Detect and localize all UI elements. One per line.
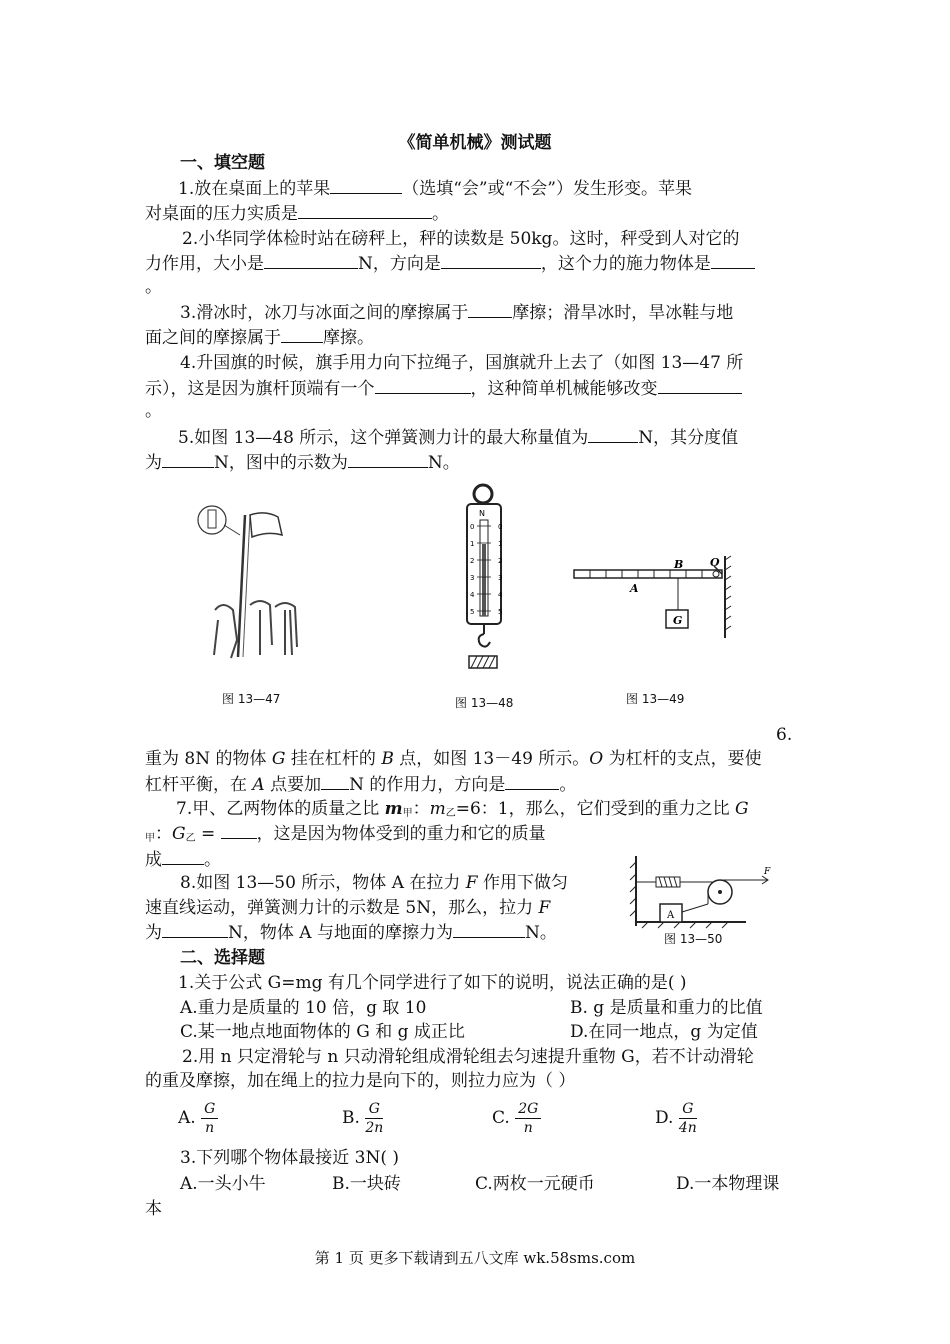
- c3-option-d[interactable]: D.一本物理课: [676, 1174, 780, 1194]
- scale-tick-label: 2: [470, 557, 475, 565]
- lever-label-A: A: [630, 582, 639, 595]
- caption-13-50: 图 13—50: [664, 932, 723, 946]
- q7-line3: 成 。: [145, 850, 221, 870]
- section-multiple-choice: 二、选择题: [180, 948, 265, 968]
- q8-line1: 8.如图 13—50 所示，物体 A 在拉力 F 作用下做匀: [180, 873, 568, 893]
- q3-blank2[interactable]: [281, 326, 323, 343]
- pulley-label-F: F: [764, 867, 771, 877]
- c2-option-d[interactable]: D. $\frac{G}{4n}$: [655, 1101, 697, 1136]
- page-title: 《简单机械》测试题: [398, 133, 552, 153]
- scale-tick-label: 0: [470, 523, 475, 531]
- c2-line2: 的重及摩擦，加在绳上的拉力是向下的，则拉力应为（ ）: [145, 1071, 576, 1091]
- c1-option-d[interactable]: D.在同一地点，g 为定值: [570, 1022, 758, 1042]
- lever-label-G: G: [673, 614, 683, 627]
- lever-label-B: B: [674, 558, 684, 571]
- q4-blank2[interactable]: [658, 377, 742, 394]
- pulley-label-A: A: [667, 910, 675, 921]
- scale-tick-label: 1: [498, 540, 503, 548]
- q7-blank2[interactable]: [162, 848, 204, 865]
- lever-label-O: O: [710, 556, 720, 569]
- q8-blank1[interactable]: [162, 921, 228, 938]
- caption-13-47: 图 13—47: [222, 692, 281, 706]
- q1-line1: 1.放在桌面上的苹果 （选填“会”或“不会”）发生形变。苹果: [178, 179, 692, 199]
- q2-line3: 。: [145, 277, 162, 297]
- caption-13-49: 图 13—49: [626, 692, 685, 706]
- c2-option-b[interactable]: B. $\frac{G}{2n}$: [342, 1101, 384, 1136]
- q5-blank1[interactable]: [588, 426, 638, 443]
- c1-option-a[interactable]: A.重力是质量的 10 倍，g 取 10: [180, 998, 427, 1018]
- q1-blank2[interactable]: [298, 202, 432, 219]
- q6-blank1[interactable]: [321, 773, 349, 790]
- scale-tick-label: 4: [498, 591, 503, 599]
- c2-option-a[interactable]: A. $\frac{G}{n}$: [178, 1100, 218, 1137]
- c3-option-a[interactable]: A.一头小牛: [180, 1174, 266, 1194]
- scale-tick-label: 5: [470, 608, 475, 616]
- q3-blank1[interactable]: [468, 301, 512, 318]
- c2-line1: 2.用 n 只定滑轮与 n 只动滑轮组成滑轮组去匀速提升重物 G，若不计动滑轮: [182, 1047, 754, 1067]
- c2-option-c[interactable]: C. $\frac{2G}{n}$: [492, 1100, 541, 1137]
- c3-question: 3.下列哪个物体最接近 3N( ): [180, 1148, 399, 1168]
- q8-blank2[interactable]: [453, 921, 525, 938]
- scale-tick-label: 4: [470, 591, 475, 599]
- q8-line2: 速直线运动，弹簧测力计的示数是 5N，那么，拉力 F: [145, 898, 551, 918]
- c1-option-b[interactable]: B. g 是质量和重力的比值: [570, 998, 763, 1018]
- scale-tick-label: 3: [498, 574, 503, 582]
- q7-line2: $_甲$：$G_乙$ = ，这是因为物体受到的重力和它的质量: [145, 824, 546, 844]
- q6-line1: 重为 8N 的物体 G 挂在杠杆的 B 点，如图 13－49 所示。O 为杠杆的支点，要使: [145, 749, 762, 769]
- page-footer: 第 1 页 更多下载请到五八文库 wk.58sms.com: [314, 1249, 636, 1267]
- figure-13-47-flag: [190, 495, 320, 665]
- q2-blank1[interactable]: [264, 252, 358, 269]
- q2-blank2[interactable]: [441, 252, 541, 269]
- q8-line3: 为 N，物体 A 与地面的摩擦力为 N。: [145, 923, 557, 943]
- q6-line2: 杠杆平衡，在 A 点要加 N 的作用力，方向是 。: [145, 775, 577, 795]
- figure-13-48-spring-scale: [455, 482, 515, 682]
- scale-unit-label: N: [479, 509, 485, 518]
- q2-line2: 力作用，大小是 N，方向是 ，这个力的施力物体是: [145, 252, 755, 275]
- scale-tick-label: 0: [498, 523, 503, 531]
- q3-line1: 3.滑冰时，冰刀与冰面之间的摩擦属于 摩擦；滑旱冰时，旱冰鞋与地: [180, 303, 734, 323]
- q6-number: 6.: [776, 725, 793, 745]
- c3-option-b[interactable]: B.一块砖: [332, 1174, 401, 1194]
- c1-question: 1.关于公式 G=mg 有几个同学进行了如下的说明，说法正确的是( ): [178, 973, 687, 993]
- c3-option-c[interactable]: C.两枚一元硬币: [475, 1174, 595, 1194]
- q4-blank1[interactable]: [375, 377, 471, 394]
- scale-tick-label: 3: [470, 574, 475, 582]
- q6-blank2[interactable]: [505, 773, 559, 790]
- q4-line2: 示），这是因为旗杆顶端有一个 ，这种简单机械能够改变: [145, 377, 742, 400]
- c3-option-d-continued: 本: [145, 1199, 162, 1219]
- scale-tick-label: 1: [470, 540, 475, 548]
- section-fill-blank: 一、填空题: [180, 153, 265, 173]
- q1-blank1[interactable]: [330, 177, 402, 194]
- q7-line1: 7.甲、乙两物体的质量之比 $m_甲$：$m_乙=6$：1，那么，它们受到的重力之比 G: [176, 799, 749, 819]
- c1-option-c[interactable]: C.某一地点地面物体的 G 和 g 成正比: [180, 1022, 465, 1042]
- q4-line3: 。: [145, 401, 162, 421]
- q1-line2: 对桌面的压力实质是 。: [145, 204, 449, 224]
- caption-13-48: 图 13—48: [455, 696, 514, 710]
- q4-line1: 4.升国旗的时候，旗手用力向下拉绳子，国旗就升上去了（如图 13—47 所: [180, 353, 744, 373]
- q7-blank1[interactable]: [221, 822, 257, 839]
- scale-tick-label: 2: [498, 557, 503, 565]
- figure-13-50-pulley: [628, 852, 788, 930]
- q5-blank2[interactable]: [162, 451, 214, 468]
- q5-line2: 为 N，图中的示数为 N。: [145, 453, 460, 473]
- q3-line2: 面之间的摩擦属于 摩擦。: [145, 328, 374, 348]
- q5-line1: 5.如图 13—48 所示，这个弹簧测力计的最大称量值为 N，其分度值: [178, 428, 739, 448]
- figure-13-49-lever: [570, 548, 750, 648]
- q2-line1: 2.小华同学体检时站在磅秤上，秤的读数是 50kg。这时，秤受到人对它的: [182, 229, 740, 249]
- q2-blank3[interactable]: [711, 252, 755, 269]
- scale-tick-label: 5: [498, 608, 503, 616]
- q5-blank3[interactable]: [348, 451, 428, 468]
